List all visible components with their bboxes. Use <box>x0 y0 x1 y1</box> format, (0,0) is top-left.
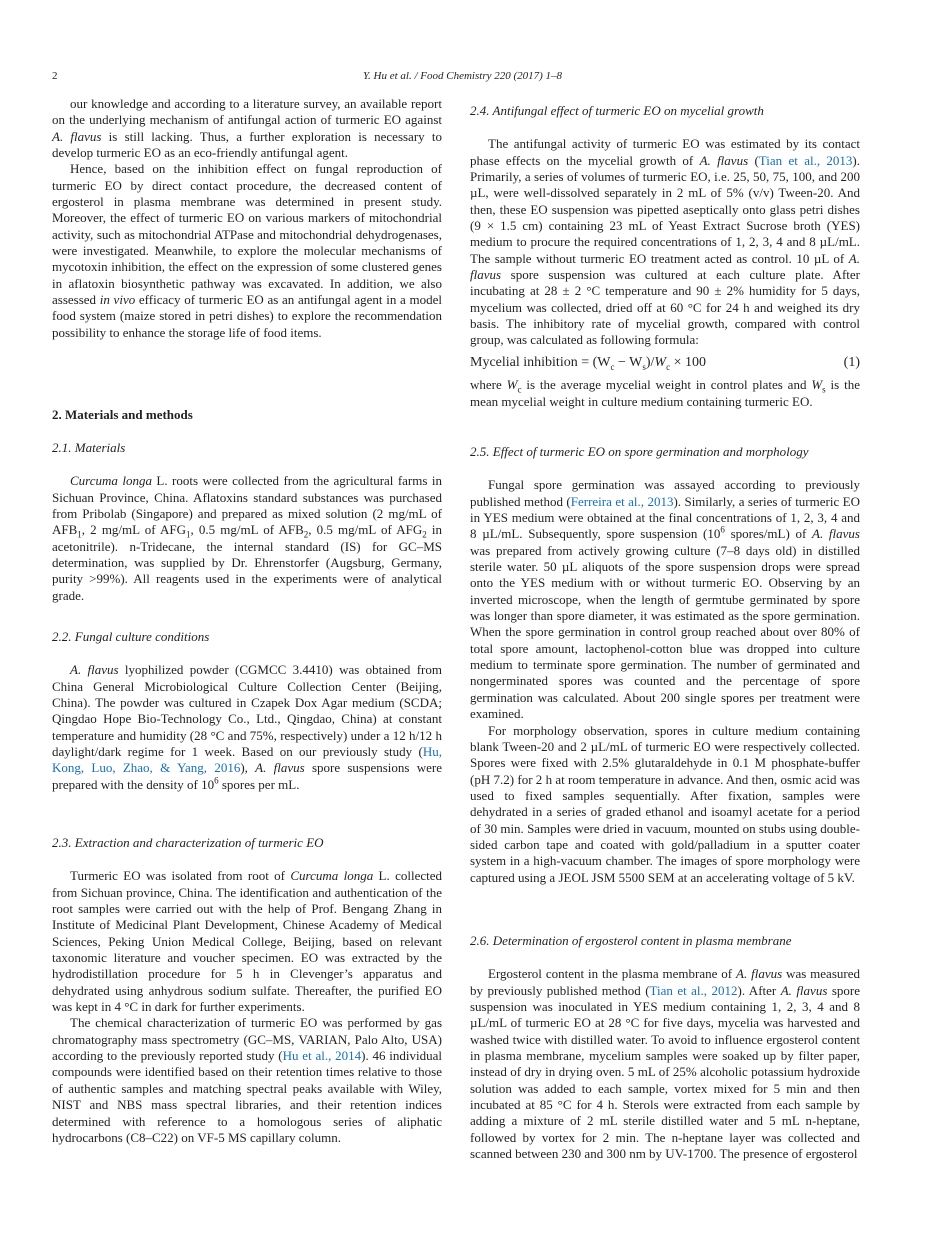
page-number: 2 <box>52 70 58 82</box>
citation-link[interactable]: Hu et al., 2014 <box>282 1048 362 1064</box>
subscript: s <box>822 384 826 395</box>
paragraph-group <box>52 868 442 1146</box>
section-2-3 <box>52 835 442 1146</box>
italic-text: A. flavus <box>255 760 305 776</box>
paragraph: Curcuma longa L. roots were collected from the agricultural farms in Sichuan Province, China. Aflatoxins standard substances was purchased from Pribolab (Singapore) and prepared as mixed solution (2 mg/mL of $AFB_1$, 2 mg/mL of $AFG_1$, 0.5 mg/mL of $AFB_2$, 0.5 mg/mL of $AFG_2$ in acetonitrile). n-Tridecane, the internal standard (IS) for GC–MS determination, was supplied by Dr. Ehrenstorfer (Augsburg, Germany, purity >99%). All reagents used in the experiments were of analytical grade. <box>52 473 442 603</box>
paragraph: Turmeric EO was isolated from root of Curcuma longa L. collected from Sichuan province, China. The identification and authentication of the root samples were carried out with the help of Prof. Bengang Zhang in Institute of Medicinal Plant Development, Chinese Academy of Medical Sciences, Peking Union Medical College, Beijing, based on relevant taxonomic literature and voucher specimen. EO was extracted by the hydrodistillation procedure for 5 h in Clevenger’s apparatus and dehydrated using anhydrous sodium sulfate. Thereafter, the purified EO was kept in 4 °C in dark for further experiments. <box>52 868 442 1015</box>
section-2-1 <box>52 440 442 604</box>
paragraph: The antifungal activity of turmeric EO was estimated by its contact phase effects on the mycelial growth of A. flavus (Tian et al., 2013). Primarily, a series of volumes of turmeric EO, i.e. 25, 50, 75, 100, and 200 µL, were well-dissolved separately in 2 mL of 5% (v/v) Tween-20. And then, these EO suspension was pipetted aseptically onto glass petri dishes (9 × 1.5 cm) containing 23 mL of Yeast Extract Sucrose broth (YES) medium to procure the required concentrations of 1, 2, 3, 4 and 8 µL/mL. The sample without turmeric EO treatment acted as control. 10 µL of A. flavus spore suspension was cultured at each culture plate. After incubating at 28 ± 2 °C temperature and 90 ± 2% humidity for 5 days, mycelium was collected, dried off at 60 °C for 24 h and weighed its dry basis. The inhibitory rate of mycelial growth, compared with control group, was calculated as following formula: <box>470 136 860 348</box>
citation-link[interactable]: Tian et al., 2012 <box>649 982 738 998</box>
italic-text: A. flavus <box>780 982 828 998</box>
section-heading: 2. Materials and methods <box>52 407 193 422</box>
paragraph-group <box>470 136 860 348</box>
subscript: 1 <box>77 529 82 540</box>
section-2-4 <box>470 103 860 410</box>
subscript: c <box>666 361 671 372</box>
italic-text: A. flavus <box>470 250 860 283</box>
paragraph-group <box>52 662 442 793</box>
subsection-heading: 2.3. Extraction and characterization of turmeric EO <box>52 835 324 850</box>
running-title: Y. Hu et al. / Food Chemistry 220 (2017) 1–8 <box>362 70 563 82</box>
paragraph: Ergosterol content in the plasma membrane of A. flavus was measured by previously published method (Tian et al., 2012). After A. flavus spore suspension was inoculated in YES medium containing 1, 2, 3, 4 and 8 µL/mL of turmeric EO at 28 °C for five days, mycelia was harvested and washed twice with distilled water. To avoid to influence ergosterol content in plasma membrane, mycelium samples were soaked up by filter paper, instead of dry in drying oven. 5 mL of 25% alcoholic potassium hydroxide solution was added to each sample, vortex mixed for 5 min and then incubated at 85 °C for 4 h. Sterols were extracted from each sample by adding a mixture of 2 mL sterile distilled water and 5 mL n-heptane, followed by vortex for 2 min. The n-heptane layer was collected and scanned between 230 and 300 nm by UV-1700. The presence of ergosterol <box>470 966 860 1162</box>
superscript: 6 <box>214 775 219 786</box>
materials-methods-heading-block <box>52 407 442 423</box>
italic-text: Curcuma longa <box>290 868 374 884</box>
subscript: 1 <box>186 529 191 540</box>
paragraph: where $W_c$ is the average mycelial weight in control plates and $W_s$ is the mean mycelial weight in culture medium containing turmeric EO. <box>470 377 860 409</box>
subsection-heading: 2.5. Effect of turmeric EO on spore germination and morphology <box>470 444 809 459</box>
italic-text: A. flavus <box>736 966 783 982</box>
citation-link[interactable]: Tian et al., 2013 <box>758 152 853 168</box>
italic-text: in vivo <box>99 292 136 308</box>
subscript: 2 <box>303 529 309 540</box>
paragraph: For morphology observation, spores in culture medium containing blank Tween-20 and 2 µL/mL of turmeric EO were respectively collected. Spores were fixed with 2.5% glutaraldehyde in 0.1 M phosphate-buffer (pH 7.2) for 2 h at room temperature in advance. And then, osmic acid was used to fixed samples sequentially. After fixation, samples were dehydrated in a series of graded ethanol and isoamyl acetate for a period of 30 min. Samples were dried in vacuum, mounted on stubs using double-sided carbon tape and coated with gold/palladium in a sputter coater system in a high-vacuum chamber. The images of spore morphology were captured using a JEOL JSM 5500 SEM at an accelerating voltage of 5 kV. <box>470 722 860 885</box>
intro-section <box>52 96 442 341</box>
italic-text: A. flavus <box>812 526 860 542</box>
paragraph: A. flavus lyophilized powder (CGMCC 3.4410) was obtained from China General Microbiological Culture Collection Center (Beijing, China). The powder was cultured in Czapek Dox Agar medium (SCDA; Qingdao Hope Bio-Technology Co., Ltd., Qingdao, China) at constant temperature and humidity (28 °C and 75%, respectively) under a 12 h/12 h daylight/dark regime for 1 week. Based on our previously study (Hu, Kong, Luo, Zhao, & Yang, 2016), A. flavus spore suspensions were prepared with the density of $10^6$ spores per mL. <box>52 662 442 792</box>
citation-link[interactable]: Ferreira et al., 2013 <box>570 493 674 509</box>
italic-text: Curcuma longa <box>70 473 152 489</box>
superscript: 6 <box>720 525 725 536</box>
paragraph-group <box>52 473 442 604</box>
paragraph: our knowledge and according to a literature survey, an available report on the underlying mechanism of antifungal action of turmeric EO against A. flavus is still lacking. Thus, a further exploration is necessary to develop turmeric EO as an eco-friendly antifungal agent. <box>52 96 442 161</box>
paragraph-group <box>470 377 860 410</box>
subsection-heading: 2.6. Determination of ergosterol content in plasma membrane <box>470 933 792 948</box>
section-2-2 <box>52 629 442 793</box>
italic-text: W <box>506 377 518 393</box>
subscript: 2 <box>422 529 427 540</box>
subsection-heading: 2.4. Antifungal effect of turmeric EO on mycelial growth <box>470 103 764 118</box>
subsection-heading: 2.1. Materials <box>52 440 126 455</box>
italic-text: W <box>811 377 823 393</box>
section-2-5 <box>470 444 860 886</box>
paragraph: Fungal spore germination was assayed according to previously published method (Ferreira et al., 2013). Similarly, a series of turmeric EO in YES medium were obtained at the final concentrations of 1, 2, 3, 4 and 8 µL/mL. Subsequently, spore suspension ($10^6$ spores/mL) of A. flavus was prepared from actively growing culture (7–8 days old) in distilled sterile water. 50 µL aliquots of the spore suspension drops were spread onto the YES medium with or without turmeric EO. Observing by an inverted microscope, when the length of germtube germinated by spore was longer than spore diameter, it was estimated as the spore germination. When the spore germination in control group reached about over 80% of total spore amount, lactophenol-cotton blue was dropped into culture medium to terminate spore germination. The number of germinated and nongerminated spores was counted and the percentage of spore germination was calculated. About 200 single spores per treatment were examined. <box>470 477 860 722</box>
citation-link[interactable]: Hu, Kong, Luo, Zhao, & Yang, 2016 <box>52 744 442 776</box>
equation-expression: Mycelial inhibition = $(W_c - W_s)/W_c \times 100$ <box>470 354 706 372</box>
section-2-6 <box>470 933 860 1162</box>
italic-text: A. flavus <box>699 152 749 168</box>
subscript: s <box>642 361 646 372</box>
subscript: c <box>517 384 522 395</box>
equation-1 <box>470 355 860 371</box>
paragraph-group <box>470 477 860 886</box>
paragraph: Hence, based on the inhibition effect on fungal reproduction of turmeric EO by direct contact procedure, the decreased content of ergosterol in plasma membrane was determined in present study. Moreover, the effect of turmeric EO on various markers of mitochondrial activity, such as mitochondrial ATPase and mitochondrial dehydrogenases, were investigated. Meanwhile, to explore the molecular mechanisms of mycotoxin inhibition, the effect on the expression of some clustered genes in aflatoxin biosynthetic pathway was excavated. In addition, we also assessed in vivo efficacy of turmeric EO as an antifungal agent in a model food system (maize stored in petri dishes) to explore the recommendation possibility to enhance the storage life of food items. <box>52 161 443 340</box>
subscript: c <box>610 361 615 372</box>
paragraph-group <box>52 96 442 341</box>
paragraph: The chemical characterization of turmeric EO was performed by gas chromatography mass spectrometry (GC–MS, VARIAN, Palo Alto, USA) according to the previously reported study (Hu et al., 2014). 46 individual compounds were identified based on their retention times relative to those of authentic samples and matching spectral peaks available with Wiley, NIST and NBS mass spectral libraries, and their retention indices determined with reference to a homologous series of aliphatic hydrocarbons (C8–C22) on VF-5 MS capillary column. <box>52 1015 443 1145</box>
subsection-heading: 2.2. Fungal culture conditions <box>52 629 210 644</box>
italic-text: W <box>654 354 667 370</box>
italic-text: A. flavus <box>70 662 119 678</box>
italic-text: A. flavus <box>52 128 102 144</box>
equation-number: (1) <box>843 354 860 370</box>
paragraph-group <box>470 966 860 1162</box>
